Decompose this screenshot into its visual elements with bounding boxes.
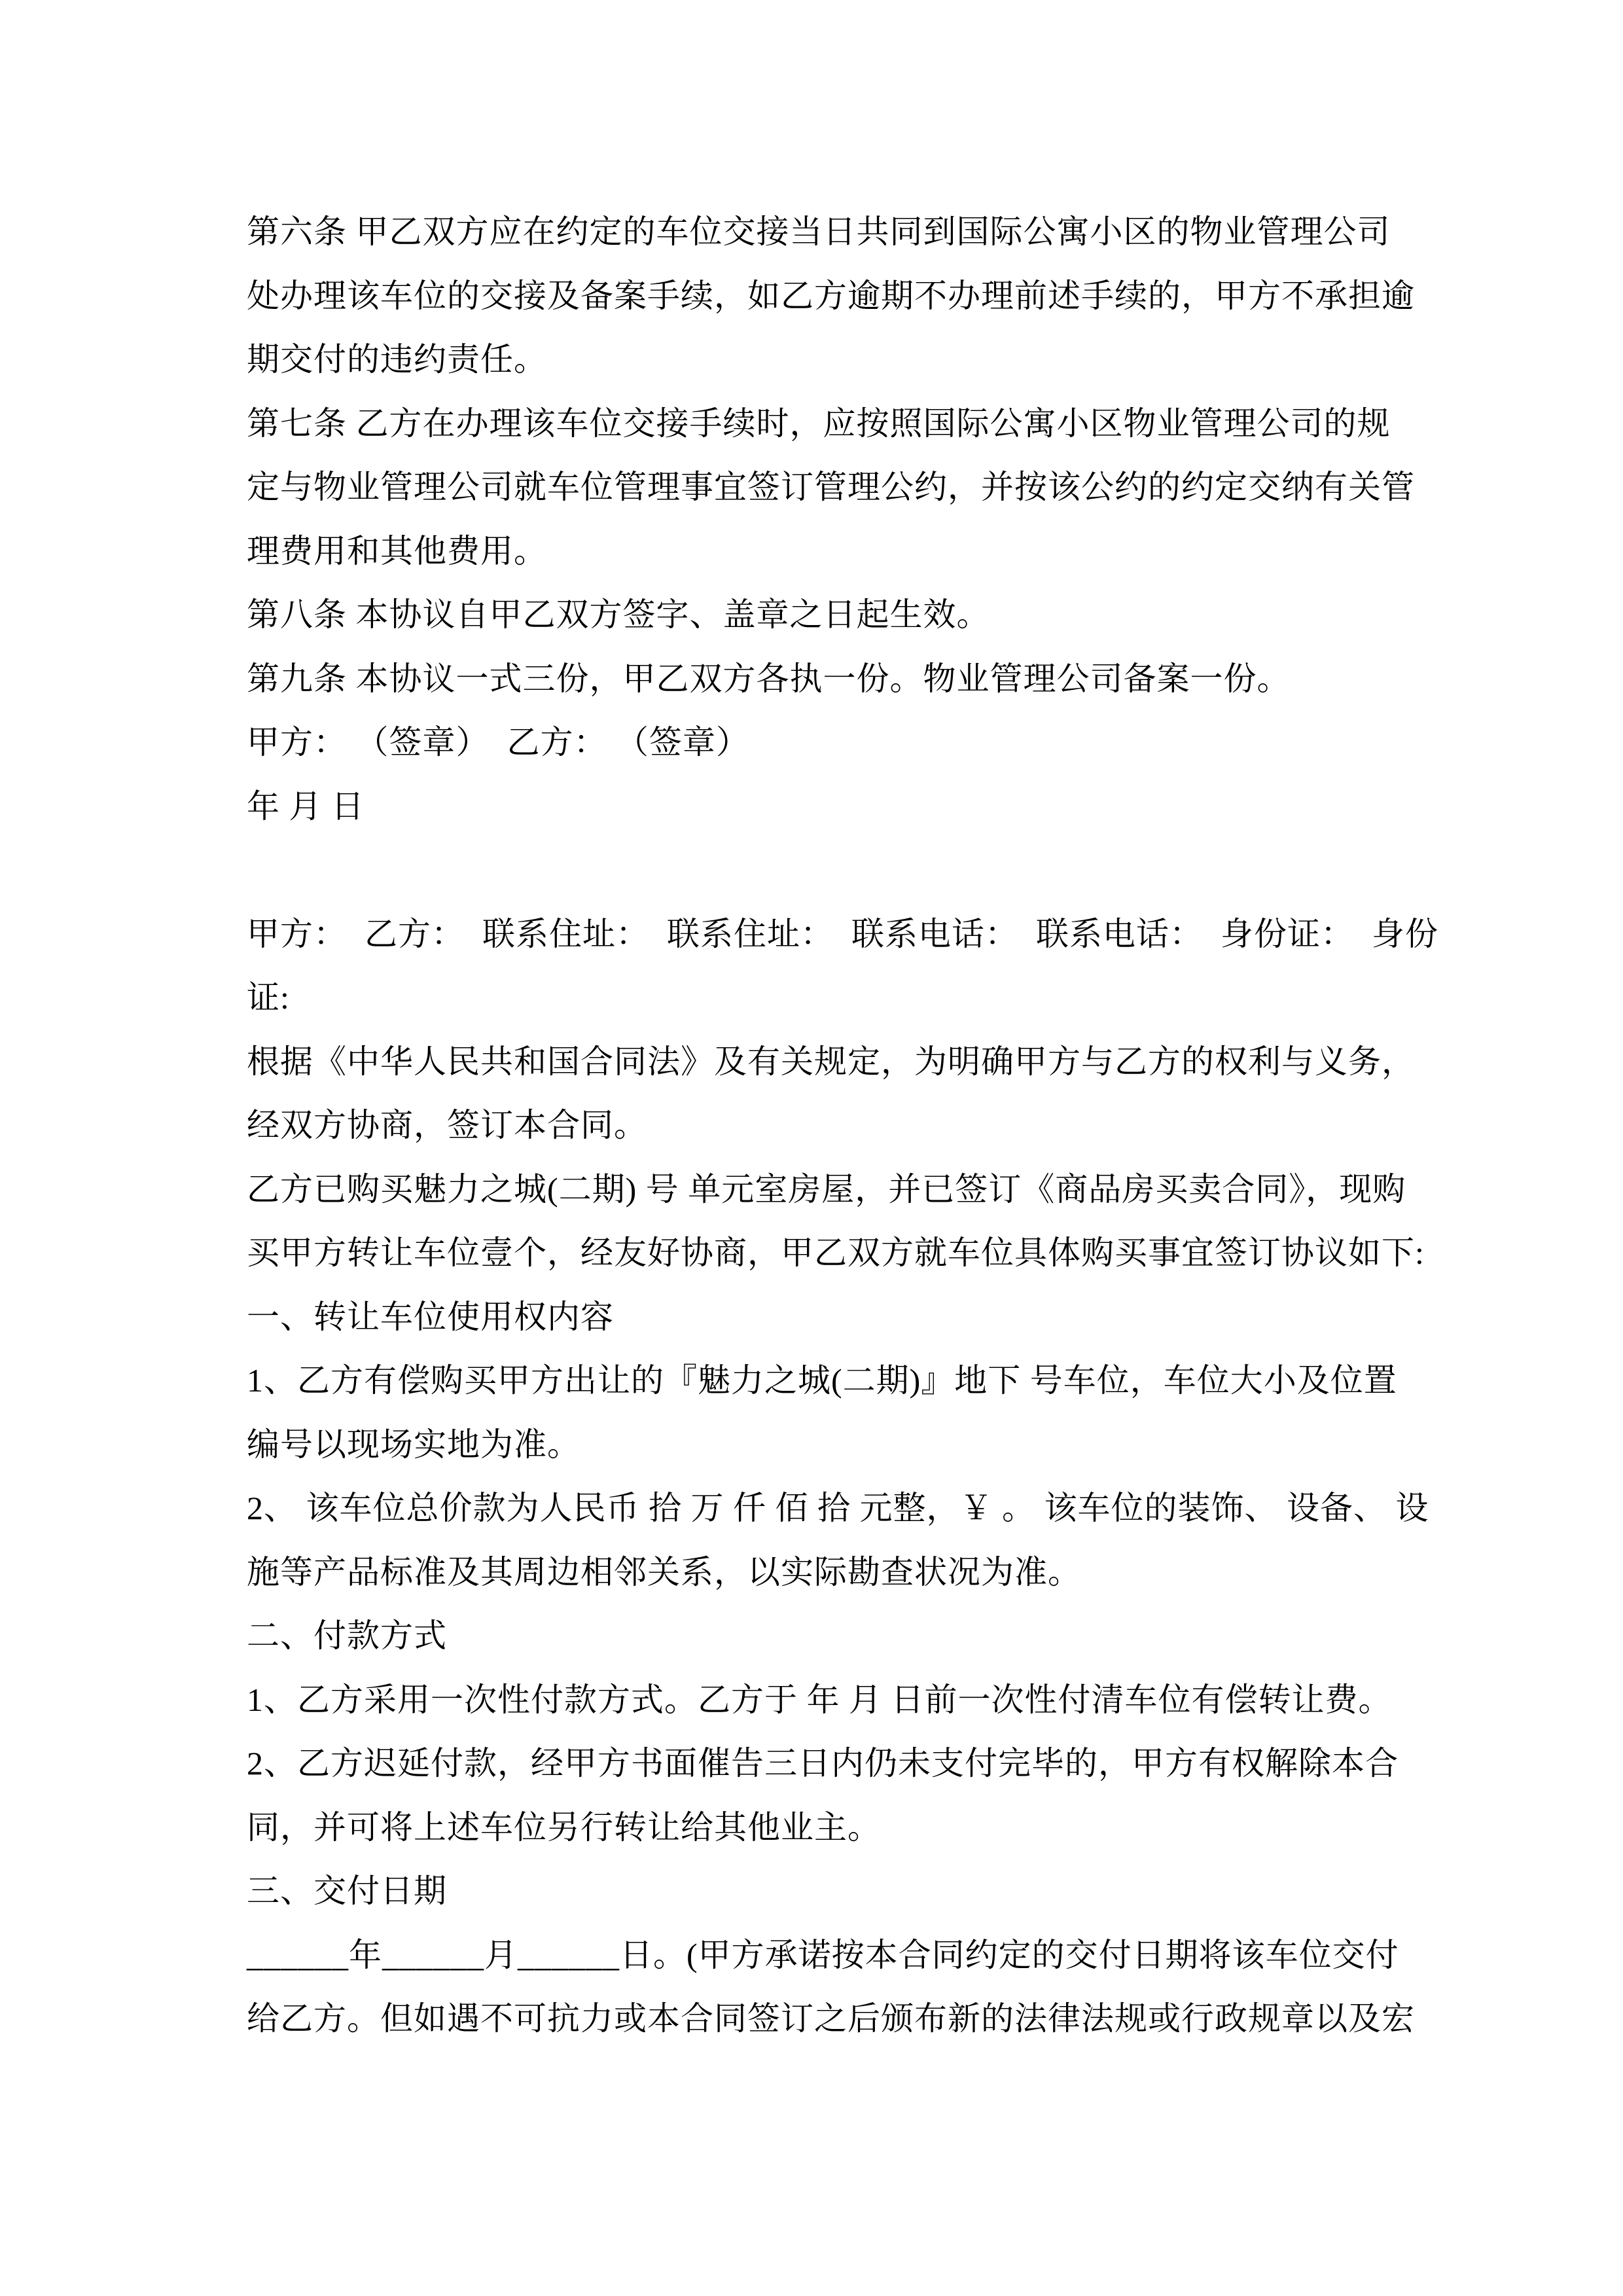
contract-text-block xyxy=(247,200,1438,2051)
signature-line: 甲方： （签章） 乙方： （签章） xyxy=(247,724,749,761)
contract-line: 第八条 本协议自甲乙双方签字、盖章之日起生效。 xyxy=(247,596,990,633)
fill-in-date-line: ______年______月______日。(甲方承诺按本合同约定的交付日期将该车位交付 xyxy=(247,1936,1399,1973)
section-heading-line: 二、付款方式 xyxy=(247,1617,447,1654)
contract-line: 根据《中华人民共和国合同法》及有关规定，为明确甲方与乙方的权利与义务， xyxy=(247,1043,1415,1080)
contract-line: 1、乙方有偿购买甲方出让的『魅力之城(二期)』地下 号车位，车位大小及位置 xyxy=(247,1362,1397,1399)
contract-line: 买甲方转让车位壹个，经友好协商，甲乙双方就车位具体购买事宜签订协议如下: xyxy=(247,1234,1425,1271)
contract-line: 乙方已购买魅力之城(二期) 号 单元室房屋，并已签订《商品房买卖合同》，现购 xyxy=(247,1170,1406,1208)
contract-line: 施等产品标准及其周边相邻关系，以实际勘查状况为准。 xyxy=(247,1553,1081,1590)
contract-line: 理费用和其他费用。 xyxy=(247,532,547,569)
contract-line: 2、 该车位总价款为人民币 拾 万 仟 佰 拾 元整，￥ 。 该车位的装饰、 设备、 设 xyxy=(247,1490,1429,1526)
contract-line: 第六条 甲乙双方应在约定的车位交接当日共同到国际公寓小区的物业管理公司 xyxy=(247,213,1391,250)
blank-line xyxy=(247,838,1399,903)
contract-line: 期交付的违约责任。 xyxy=(247,341,547,378)
contract-line: 编号以现场实地为准。 xyxy=(247,1426,580,1463)
contract-line: 处办理该车位的交接及备案手续，如乙方逾期不办理前述手续的，甲方不承担逾 xyxy=(247,277,1415,314)
contract-line: 经双方协商，签订本合同。 xyxy=(247,1107,647,1143)
contract-line: 1、乙方采用一次性付款方式。乙方于 年 月 日前一次性付清车位有偿转让费。 xyxy=(247,1681,1392,1718)
section-heading-line: 一、转让车位使用权内容 xyxy=(247,1298,614,1335)
contract-line: 第九条 本协议一式三份，甲乙双方各执一份。物业管理公司备案一份。 xyxy=(247,660,1291,697)
contract-line: 同，并可将上述车位另行转让给其他业主。 xyxy=(247,1808,881,1846)
contract-line: 给乙方。但如遇不可抗力或本合同签订之后颁布新的法律法规或行政规章以及宏 xyxy=(247,2000,1415,2037)
contract-line: 定与物业管理公司就车位管理事宜签订管理公约，并按该公约的约定交纳有关管 xyxy=(247,469,1415,505)
contract-line: 证: xyxy=(247,979,290,1016)
parties-info-line: 甲方： 乙方： 联系住址： 联系住址： 联系电话： 联系电话： 身份证： 身份 xyxy=(247,915,1438,952)
section-heading-line: 三、交付日期 xyxy=(247,1873,447,1909)
date-line: 年 月 日 xyxy=(247,787,365,825)
contract-line: 第七条 乙方在办理该车位交接手续时，应按照国际公寓小区物业管理公司的规 xyxy=(247,404,1391,442)
contract-line: 2、乙方迟延付款，经甲方书面催告三日内仍未支付完毕的，甲方有权解除本合 xyxy=(247,1745,1399,1782)
